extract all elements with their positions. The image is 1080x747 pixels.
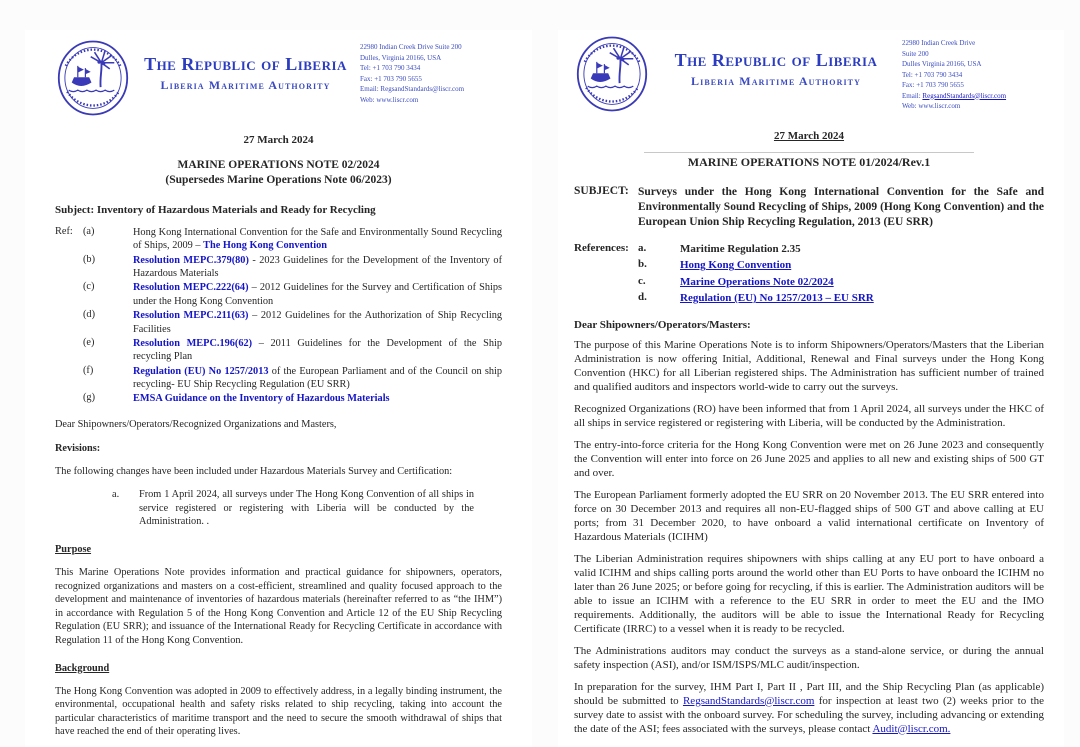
ref-letter: (e) [83,336,95,348]
ref-letter: (a) [83,225,95,237]
page-marine-operations-note-01-2024-rev1 [558,30,1064,747]
page-marine-operations-note-02-2024 [25,30,532,747]
ref-item [133,337,502,364]
left-doc-title [55,158,502,188]
subject-text: Surveys under the Hong Kong International Convention for the Safe and Environmentally Sound Recycling of Ships, 2009 (Hong Kong Convention) and the European Union Ship Recycling Regulation, 2013 (EU SRR) [638,185,1044,228]
hong-kong-convention-link[interactable]: Hong Kong Convention [680,259,792,272]
ref-item [133,392,502,405]
text-segment: – 2012 Guidelines for the Survey and Certification of Ships under the Hong Kong Convention [133,282,502,307]
right-address-block [902,32,1044,112]
background-paragraph: The Hong Kong Convention was adopted in 2009 to effectively address, in a legally binding instrument, the environmental, occupational health and safety risks related to ship recycling, taking into account the particular characteristics of maritime transport and the need to secure the smooth withdrawal of ships that have reached the end of their operating lives. [55,685,502,738]
right-doc-date [574,130,1044,142]
revision-item-letter: a. [112,489,120,501]
revisions-heading: Revisions: [55,442,101,454]
purpose-heading: Purpose [55,544,92,556]
address-line: Tel: +1 703 790 3434 [902,70,963,79]
ref-item [133,309,502,336]
text-segment: Email: [902,91,923,100]
revision-item-text: From 1 April 2024, all surveys under The Hong Kong Convention of all ships in service registered or registering with Liberia will be conducted by the Administration. . [139,489,474,528]
address-line: Tel: +1 703 790 3434 [360,64,421,72]
ref-letter: (g) [83,392,96,404]
address-line: Web: www.liscr.com [902,102,961,110]
address-line: Dulles, Virginia 20166, USA [360,53,442,62]
right-org-block [650,32,902,89]
mepc-196-62-link[interactable]: Resolution MEPC.196(62) [133,337,253,349]
text-segment: - 2023 Guidelines for the Development of the Inventory of Hazardous Materials [133,254,502,279]
mepc-379-80-link[interactable]: Resolution MEPC.379(80) [133,254,249,266]
right-salutation: Dear Shipowners/Operators/Masters: [574,319,751,332]
left-doc-references [55,226,502,406]
left-doc-date: 27 March 2024 [243,134,314,146]
text-segment: In preparation for the survey, IHM Part I, Part II , Part III, and the Ship Recycling Plan (as applicable) should be submitted to [574,680,1044,707]
paragraph-survey-preparation [574,681,1044,737]
address-line: 22980 Indian Creek Drive Suite 200 [360,43,462,51]
left-doc-title-line2: (Supersedes Marine Operations Note 06/2023) [165,173,392,186]
regsandstandards-email-link[interactable]: RegsandStandards@liscr.com [922,91,1007,100]
right-doc-date-text: 27 March 2024 [773,130,845,142]
ref-letter: (f) [83,364,94,376]
mon-02-2024-link[interactable]: Marine Operations Note 02/2024 [680,275,834,288]
right-doc-references [574,242,1044,305]
liberia-coat-of-arms-seal-icon [574,34,650,114]
address-line: Web: www.liscr.com [360,95,419,104]
ref-item [680,291,1044,305]
eu-regulation-1257-link[interactable]: Regulation (EU) No 1257/2013 – EU SRR [680,292,874,304]
text-segment: – 2011 Guidelines for the Development of the Ship recycling Plan [133,337,502,363]
text-segment: Maritime Regulation 2.35 [680,243,801,256]
subject-label: SUBJECT: [574,184,629,197]
address-line: Suite 200 [902,49,929,58]
paragraph-icihm-requirements: The Liberian Administration requires shipowners with ships calling at any EU port to have onboard a valid ICIHM and ships calling ports around the world other than EU Ports to have onboard the ICIHM no later than 26 June 2025; or before going for recycling, if this is earlier. The Administration auditors will be able to issue an ICIHM with a reference to the EU SRR in order to meet the EU and the IMO requirements. Additionally, the auditors will be able to issue the International Ready for Recycling Certificate (IRRC) to a vessel when it is ready to be recycled. [574,552,1044,635]
address-line: Email: RegsandStandards@liscr.com [360,85,465,93]
liberia-coat-of-arms-seal-icon [55,38,131,118]
ref-item [133,281,502,308]
ref-letter: a. [638,242,647,255]
address-email-line [902,91,1044,102]
ref-letter: b. [638,258,647,271]
paragraph-purpose: The purpose of this Marine Operations Note is to inform Shipowners/Operators/Masters that the Liberian Administration is now offering Initial, Additional, Renewal and Final surveys under the Hong Kong Convention (HKC) for all Liberian registered ships. The Administration has sufficient number of trained and qualified auditors and inspectors world-wide to carry out the surveys. [574,339,1044,394]
ref-label: Ref: [55,225,73,237]
audit-email-link[interactable]: Audit@liscr.com. [872,722,951,735]
paragraph-recognized-organizations: Recognized Organizations (RO) have been informed that from 1 April 2024, all surveys under the HKC of all ships in service registered or registering with Liberia, will be conducted by the Administration. [574,403,1044,430]
left-org-subtitle: Liberia Maritime Authority [160,77,331,92]
revisions-intro: The following changes have been included under Hazardous Materials Survey and Certification: [55,465,453,477]
address-line: Fax: +1 703 790 5655 [902,81,964,89]
text-segment: – 2012 Guidelines for the Authorization of Ship Recycling Facilities [133,310,502,335]
paragraph-entry-into-force: The entry-into-force criteria for the Hong Kong Convention were met on 26 June 2023 and consequently the Convention will enter into force on 26 June 2025 and applies to all new and existing ships of 500 GT and over. [574,439,1044,480]
eu-regulation-1257-link[interactable]: Regulation (EU) No 1257/2013 [133,365,269,377]
revision-item [112,488,474,529]
ref-letter: (d) [83,309,96,321]
left-doc-title-line1: MARINE OPERATIONS NOTE 02/2024 [177,159,380,171]
hong-kong-convention-link[interactable]: The Hong Kong Convention [203,240,327,252]
text-segment: for inspection at least two (2) weeks prior to the survey date to assist with the onboard survey. For scheduling the survey, including advancing or extending the date of the ASI; fees associated with the surveys, please contact [574,694,1044,735]
right-doc-header [574,32,1044,114]
left-address-block [360,36,502,105]
mepc-211-63-link[interactable]: Resolution MEPC.211(63) [133,310,249,322]
ref-letter: (c) [83,281,95,293]
left-org-name: The Republic of Liberia [144,54,347,74]
left-org-block [131,36,360,93]
address-line: 22980 Indian Creek Drive [902,39,976,47]
purpose-paragraph: This Marine Operations Note provides information and practical guidance for shipowners, operators, recognized organizations and masters on a cost-efficient, streamlined and quality focused approach to the development and maintenance of inventories of hazardous materials (hereinafter referred to as “the IHM”) in accordance with Regulation 5 of the Hong Kong Convention and Article 12 of the EU Ship Recycling Regulation (EU SRR); and issuance of the International Ready for Recycling Certificate in accordance with Regulation 11 of the Hong Kong Convention. [55,567,502,646]
text-segment: Hong Kong International Convention for the Safe and Environmentally Sound Recycling of Ships, 2009 – [133,226,502,252]
paragraph-survey-conduct: The Administrations auditors may conduct the surveys as a stand-alone service, or during the annual safety inspection (ASI), and/or ISM/ISPS/MLC audit/inspection. [574,644,1044,671]
left-salutation: Dear Shipowners/Operators/Recognized Organizations and Masters, [55,418,337,430]
ref-letter: c. [638,274,646,287]
emsa-guidance-link[interactable]: EMSA Guidance on the Inventory of Hazardous Materials [133,393,390,405]
ref-item [133,226,502,253]
right-doc-subject [574,185,1044,231]
regsandstandards-email-link[interactable]: RegsandStandards@liscr.com [682,694,815,707]
paragraph-eu-srr: The European Parliament formerly adopted the EU SRR on 20 November 2013. The EU SRR entered into force on 30 December 2013 and requires all non-EU-flagged ships of 500 GT and above calling at EU ports; from 31 December 2020, to have onboard a valid international certificate on Inventory of Hazardous Materials (ICIHM) [574,489,1044,543]
references-label: References: [574,242,629,255]
left-doc-subject: Subject: Inventory of Hazardous Materials and Ready for Recycling [55,203,376,216]
ref-item [133,365,502,392]
right-org-subtitle: Liberia Maritime Authority [691,73,861,88]
right-org-name: The Republic of Liberia [674,50,878,70]
left-doc-header [55,36,502,118]
ref-item [680,275,1044,289]
ref-item [133,254,502,281]
ref-letter: d. [638,291,647,303]
scan-artifact-line [644,152,974,171]
ref-item [680,258,1044,272]
right-doc-title: MARINE OPERATIONS NOTE 01/2024/Rev.1 [687,155,931,169]
background-heading: Background [55,662,110,674]
address-line: Fax: +1 703 790 5655 [360,74,422,83]
ref-item [680,242,1044,256]
ref-letter: (b) [83,253,96,265]
mepc-222-64-link[interactable]: Resolution MEPC.222(64) [133,282,249,294]
address-line: Dulles Virginia 20166, USA [902,60,982,68]
text-segment: of the European Parliament and of the Council on ship recycling- EU Ship Recycling Regulation (EU SRR) [133,365,502,390]
